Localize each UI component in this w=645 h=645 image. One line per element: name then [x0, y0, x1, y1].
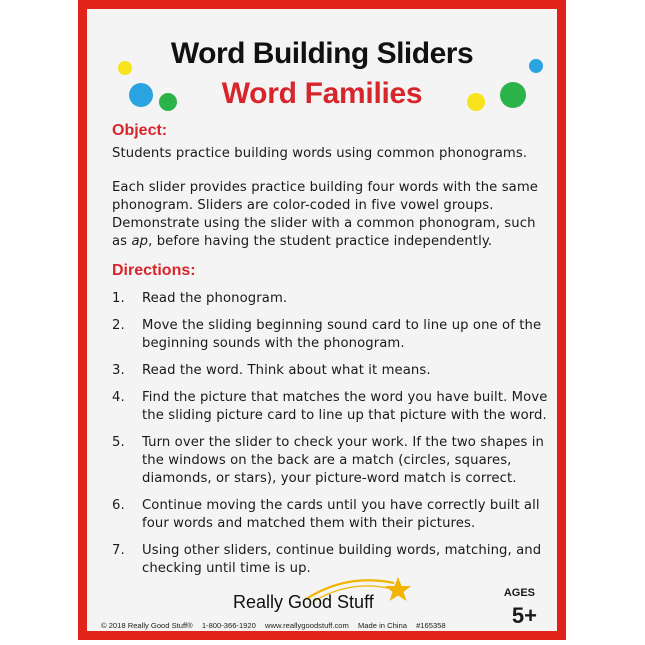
card-panel	[87, 9, 557, 631]
object-paragraph-end: , before having the student practice independently.	[148, 234, 493, 249]
step-number: 7.	[112, 543, 125, 558]
direction-step	[112, 290, 557, 308]
step-number: 4.	[112, 390, 125, 405]
step-text: Continue moving the cards until you have correctly built all four words and matched them with their pictures.	[142, 498, 540, 531]
direction-step	[112, 497, 557, 533]
step-number: 2.	[112, 318, 125, 333]
page-title: Word Building Sliders	[170, 37, 474, 70]
brand-logo-text: Really Good Stuff	[233, 592, 374, 612]
step-text: Using other sliders, continue building words, matching, and checking until time is up.	[142, 543, 542, 576]
step-text: Move the sliding beginning sound card to line up one of the beginning sounds with the phonogram.	[142, 318, 542, 351]
footer-origin: Made in China	[357, 621, 407, 630]
object-paragraph	[112, 179, 552, 251]
instruction-card	[78, 0, 566, 640]
object-line: Students practice building words using common phonograms.	[112, 146, 528, 161]
step-text: Read the word. Think about what it means.	[142, 363, 431, 378]
footer-website: www.reallygoodstuff.com	[264, 621, 349, 630]
step-text: Find the picture that matches the word you have built. Move the sliding picture card to line up that picture with the word.	[142, 390, 548, 423]
step-number: 5.	[112, 435, 125, 450]
direction-step	[112, 317, 557, 353]
direction-step	[112, 362, 557, 380]
step-number: 3.	[112, 363, 125, 378]
object-paragraph-italic: ap	[131, 234, 149, 249]
direction-step	[112, 434, 557, 488]
footer-item-number: #165358	[416, 621, 446, 630]
ages-value: 5+	[511, 603, 537, 628]
ages-label: AGES	[503, 587, 535, 599]
directions-list	[112, 290, 557, 587]
step-text: Turn over the slider to check your work. If the two shapes in the windows on the back are a match (circles, squares, diamonds, or stars), your picture-word match is correct.	[142, 435, 545, 486]
page-subtitle: Word Families	[221, 77, 423, 110]
step-number: 1.	[112, 291, 125, 306]
object-heading: Object:	[112, 122, 168, 139]
footer-info	[101, 621, 453, 630]
footer-phone: 1-800-366-1920	[201, 621, 256, 630]
footer-copyright: © 2018 Really Good Stuff®	[101, 621, 193, 630]
object-paragraph-main: Each slider provides practice building four words with the same phonogram. Sliders are color-coded in five vowel groups. Demonstrate using the slider with a common phonogram, such as	[112, 180, 539, 249]
step-number: 6.	[112, 498, 125, 513]
directions-heading: Directions:	[112, 262, 196, 279]
step-text: Read the phonogram.	[142, 291, 288, 306]
direction-step	[112, 389, 557, 425]
